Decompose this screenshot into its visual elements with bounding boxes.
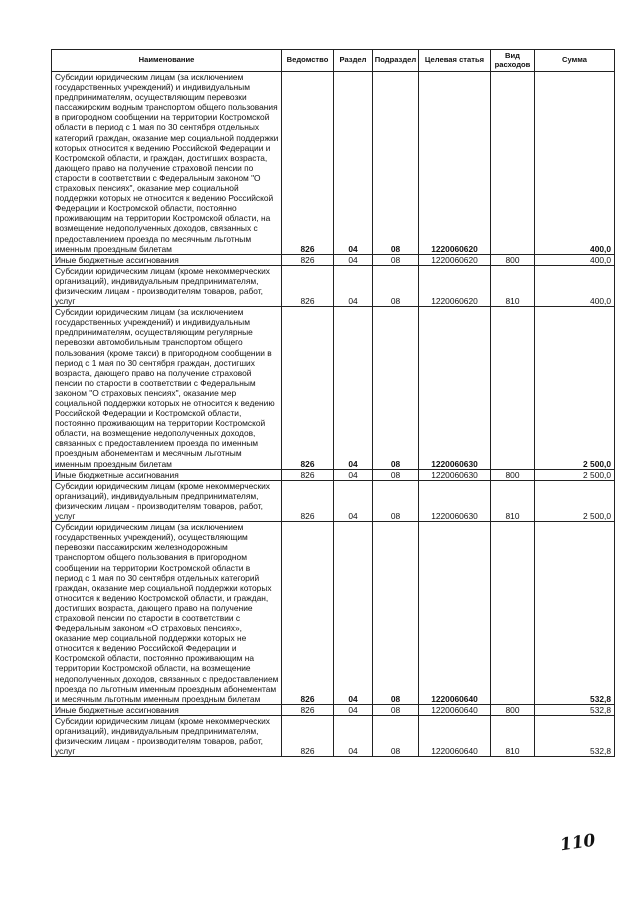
row-expense-type (491, 522, 535, 705)
row-sum: 2 500,0 (535, 307, 615, 470)
row-expense-type: 800 (491, 469, 535, 480)
row-subsection: 08 (373, 254, 419, 265)
row-name: Субсидии юридическим лицам (кроме некоммерческих организаций), индивидуальным предпринимателям, физическим лицам - производителям товаров, работ, услуг (52, 480, 282, 521)
row-expense-type: 810 (491, 480, 535, 521)
row-department: 826 (282, 480, 334, 521)
row-target: 1220060640 (419, 522, 491, 705)
row-name: Иные бюджетные ассигнования (52, 704, 282, 715)
row-target: 1220060620 (419, 254, 491, 265)
row-expense-type: 800 (491, 254, 535, 265)
row-target: 1220060620 (419, 265, 491, 306)
row-name: Иные бюджетные ассигнования (52, 254, 282, 265)
row-target: 1220060630 (419, 307, 491, 470)
table-row (52, 480, 615, 521)
row-department: 826 (282, 72, 334, 255)
row-department: 826 (282, 522, 334, 705)
row-section: 04 (334, 480, 373, 521)
row-subsection: 08 (373, 469, 419, 480)
row-section: 04 (334, 704, 373, 715)
row-sum: 532,8 (535, 522, 615, 705)
row-expense-type (491, 307, 535, 470)
table-row (52, 254, 615, 265)
row-name: Субсидии юридическим лицам (кроме некоммерческих организаций), индивидуальным предпринимателям, физическим лицам - производителям товаров, работ, услуг (52, 715, 282, 756)
header-expense-type: Вид расходов (491, 50, 535, 72)
header-department: Ведомство (282, 50, 334, 72)
table-row (52, 72, 615, 255)
header-name: Наименование (52, 50, 282, 72)
header-sum: Сумма (535, 50, 615, 72)
table-header-row (52, 50, 615, 72)
row-department: 826 (282, 307, 334, 470)
row-department: 826 (282, 265, 334, 306)
row-subsection: 08 (373, 307, 419, 470)
row-sum: 400,0 (535, 254, 615, 265)
handwritten-page-number: 110 (558, 830, 597, 856)
header-subsection: Подраздел (373, 50, 419, 72)
row-subsection: 08 (373, 265, 419, 306)
row-expense-type: 810 (491, 265, 535, 306)
row-name: Субсидии юридическим лицам (за исключением государственных учреждений) и индивидуальным предпринимателям, осуществляющим перевозки пассажирским водным транспортом общего пользования в пригородном сообщении на территории Костромской области в период с 1 мая по 30 сентября отдельных категорий граждан, оказание мер социальной поддержки которых относится к ведению Российской Федерации и Костромской области, и граждан, достигших возраста, дающего право на получение страховой пенсии по старости в соответствии с Федеральным законом "О страховых пенсиях", оказание мер социальной поддержки которых не относится к ведению Российской Федерации и Костромской области, постоянно проживающим на территории Костромской области, на возмещение недополученных доходов, связанных с предоставлением проезда по месячным льготным именным проездным билетам (52, 72, 282, 255)
row-section: 04 (334, 254, 373, 265)
row-department: 826 (282, 715, 334, 756)
row-target: 1220060630 (419, 469, 491, 480)
row-subsection: 08 (373, 715, 419, 756)
row-section: 04 (334, 72, 373, 255)
table-row (52, 522, 615, 705)
row-subsection: 08 (373, 522, 419, 705)
row-name: Субсидии юридическим лицам (кроме некоммерческих организаций), индивидуальным предпринимателям, физическим лицам - производителям товаров, работ, услуг (52, 265, 282, 306)
row-sum: 400,0 (535, 72, 615, 255)
row-sum: 532,8 (535, 715, 615, 756)
row-section: 04 (334, 307, 373, 470)
row-sum: 532,8 (535, 704, 615, 715)
table-row (52, 265, 615, 306)
table-row (52, 715, 615, 756)
row-section: 04 (334, 715, 373, 756)
table-row (52, 469, 615, 480)
row-sum: 2 500,0 (535, 480, 615, 521)
row-subsection: 08 (373, 704, 419, 715)
table-row (52, 307, 615, 470)
row-target: 1220060640 (419, 715, 491, 756)
row-sum: 2 500,0 (535, 469, 615, 480)
row-target: 1220060620 (419, 72, 491, 255)
row-subsection: 08 (373, 72, 419, 255)
row-section: 04 (334, 265, 373, 306)
row-target: 1220060640 (419, 704, 491, 715)
row-name: Иные бюджетные ассигнования (52, 469, 282, 480)
row-name: Субсидии юридическим лицам (за исключением государственных учреждений) и индивидуальным предпринимателям, осуществляющим регулярные перевозки автомобильным транспортом общего пользования (кроме такси) в пригородном сообщении в период с 1 мая по 30 сентября граждан, достигших возраста, дающего право на получение страховой пенсии по старости в соответствии с Федеральным законом "О страховых пенсиях", оказание мер социальной поддержки которых не относится к ведению Российской Федерации и Костромской области, постоянно проживающим на территории Костромской области, на возмещение недополученных доходов, связанных с предоставлением проезда по именным проездным абонементам и месячным льготным именным проездным билетам (52, 307, 282, 470)
table-row (52, 704, 615, 715)
row-expense-type: 810 (491, 715, 535, 756)
row-expense-type (491, 72, 535, 255)
row-name: Субсидии юридическим лицам (за исключением государственных учреждений), осуществляющим перевозки пассажирским железнодорожным транспортом общего пользования в пригородном сообщении на территории Костромской области в период с 1 мая по 30 сентября отдельных категорий граждан, оказание мер социальной поддержки которых относится к ведению Костромской области, и граждан, достигших возраста, дающего право на получение страховой пенсии по старости в соответствии с Федеральным законом «О страховых пенсиях», оказание мер социальной поддержки которых не относится к ведению Российской Федерации и Костромской области, постоянно проживающим на территории Костромской области, на возмещение недополученных доходов, связанных с предоставлением проезда по льготным именным проездным абонементам и месячным льготным именным проездным билетам (52, 522, 282, 705)
header-target: Целевая статья (419, 50, 491, 72)
row-section: 04 (334, 522, 373, 705)
row-department: 826 (282, 469, 334, 480)
header-section: Раздел (334, 50, 373, 72)
budget-table (51, 49, 615, 757)
row-sum: 400,0 (535, 265, 615, 306)
row-department: 826 (282, 704, 334, 715)
row-department: 826 (282, 254, 334, 265)
row-section: 04 (334, 469, 373, 480)
row-expense-type: 800 (491, 704, 535, 715)
row-subsection: 08 (373, 480, 419, 521)
row-target: 1220060630 (419, 480, 491, 521)
